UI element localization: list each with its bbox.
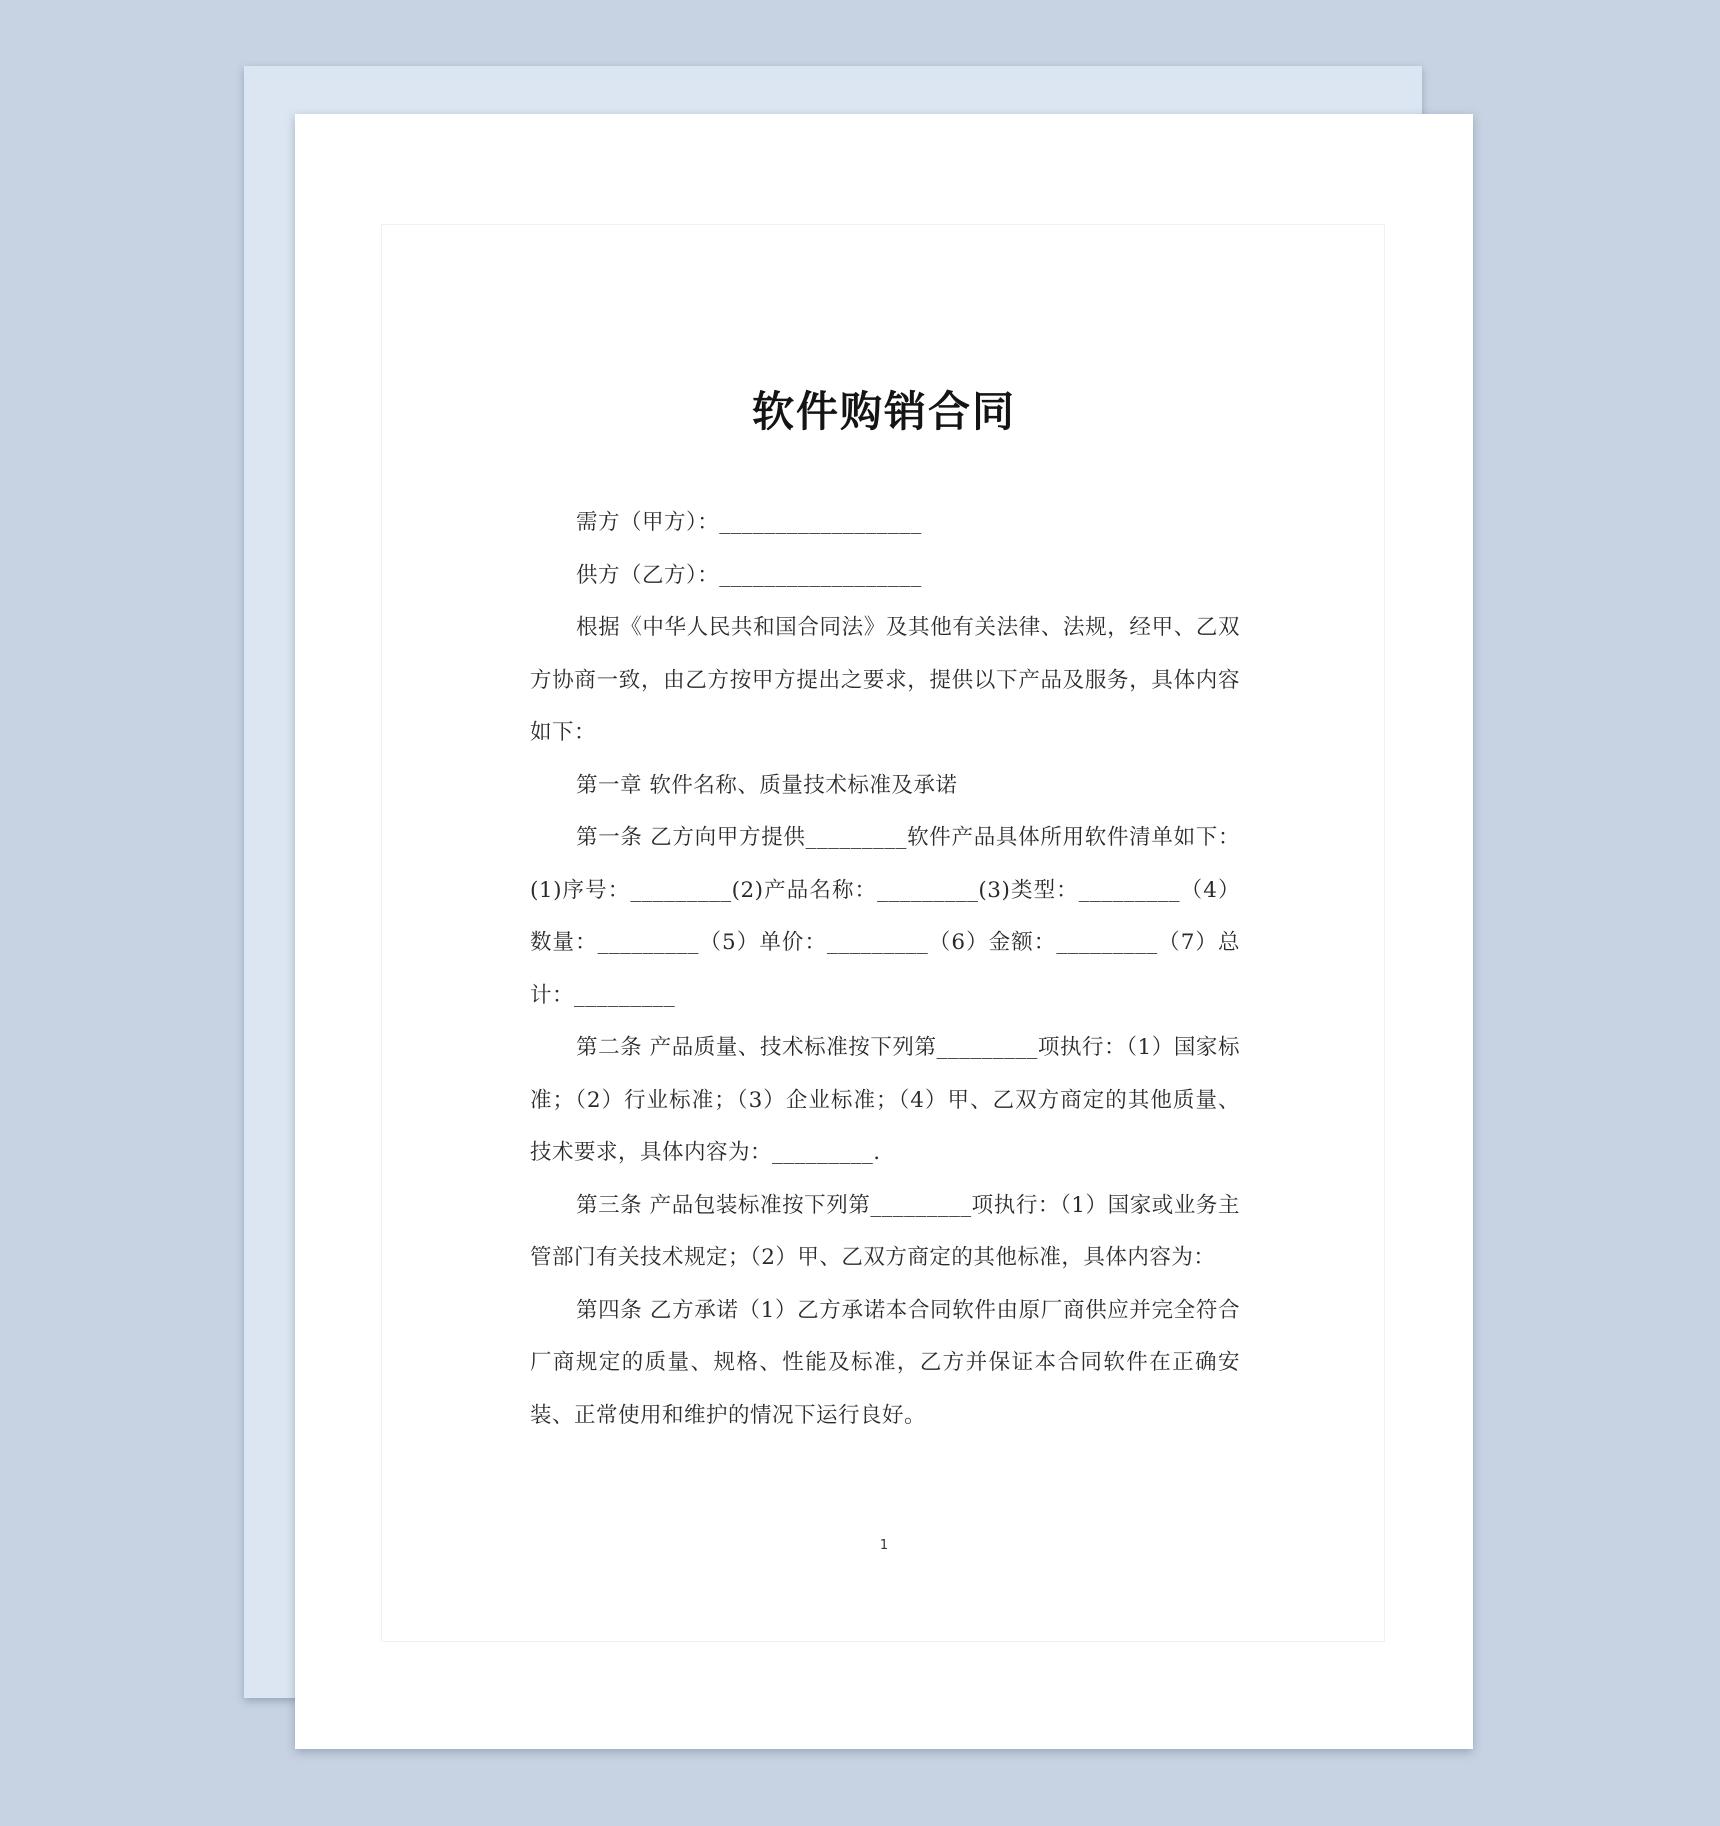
article-two-paragraph: 第二条 产品质量、技术标准按下列第_________项执行：（1）国家标准；（2）行业标准；（3）企业标准；（4）甲、乙双方商定的其他质量、技术要求，具体内容为：_________. — [530, 1035, 1240, 1165]
preamble-paragraph: 根据《中华人民共和国合同法》及其他有关法律、法规，经甲、乙双方协商一致，由乙方按甲方提出之要求，提供以下产品及服务，具体内容如下： — [530, 615, 1240, 745]
document-body — [530, 497, 1240, 1442]
document-page — [295, 114, 1473, 1749]
document-title: 软件购销合同 — [751, 387, 1016, 436]
party-a-line: 需方（甲方）：__________________ — [576, 510, 922, 535]
chapter-one-heading: 第一章 软件名称、质量技术标准及承诺 — [576, 772, 958, 798]
article-four-paragraph: 第四条 乙方承诺（1）乙方承诺本合同软件由原厂商供应并完全符合厂商规定的质量、规格、性能及标准，乙方并保证本合同软件在正确安装、正常使用和维护的情况下运行良好。 — [530, 1297, 1240, 1428]
page-number: 1 — [879, 1538, 889, 1553]
party-b-line: 供方（乙方）：__________________ — [576, 562, 922, 588]
article-three-paragraph: 第三条 产品包装标准按下列第_________项执行：（1）国家或业务主管部门有关技术规定；（2）甲、乙双方商定的其他标准，具体内容为： — [530, 1192, 1240, 1270]
article-one-paragraph: 第一条 乙方向甲方提供_________软件产品具体所用软件清单如下：(1)序号：_________(2)产品名称：_________(3)类型：_________（4）数量：_________（5）单价：_________（6）金额：_________（7）总计：_________ — [530, 825, 1240, 1008]
